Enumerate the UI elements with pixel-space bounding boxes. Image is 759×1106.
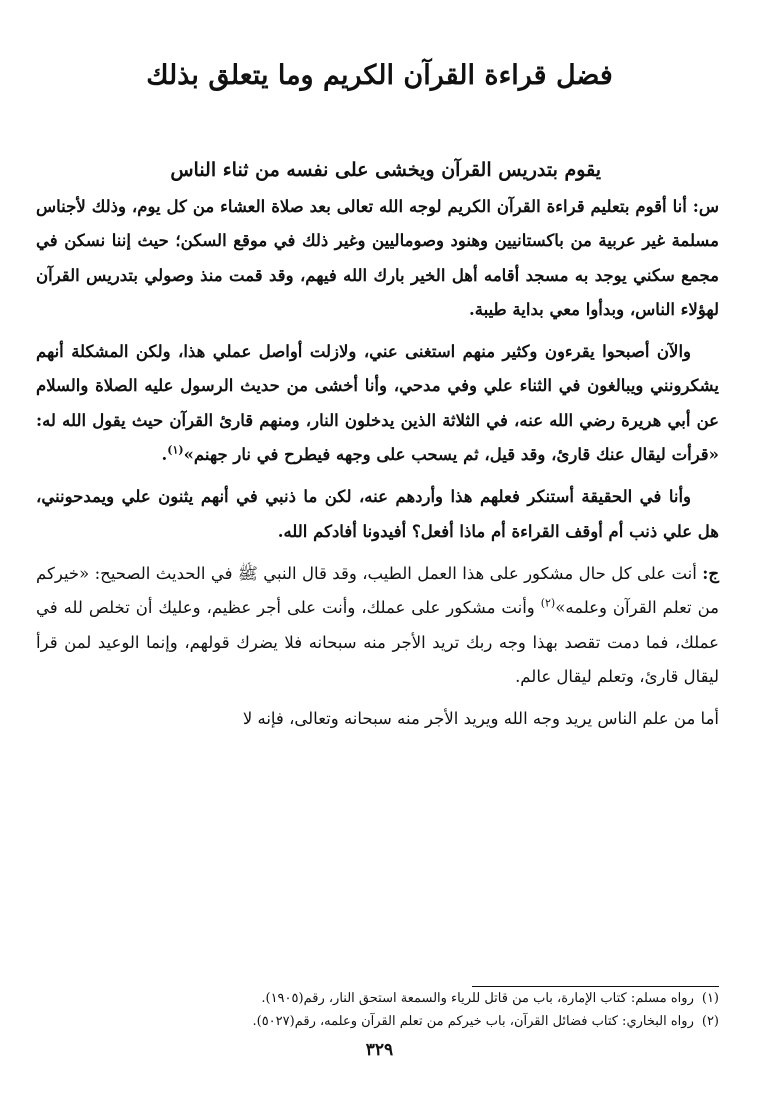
answer-text-1-cont: وأنت مشكور على عملك، وأنت على أجر عظيم، وعليك أن تخلص لله في عملك، فما دمت تقصد بهذا وجه ربك تريد الأجر منه سبحانه فلا يضرك قولهم، وإنما الوعيد لمن قرأ ليقال قارئ، وتعلم ليقال عالم. xyxy=(36,598,719,686)
answer-text-1: أنت على كل حال مشكور على هذا العمل الطيب، وقد قال النبي ﷺ في الحديث الصحيح: «خيركم من تعلم القرآن وعلمه» xyxy=(36,563,719,618)
page-number: ٣٢٩ xyxy=(365,1040,394,1060)
question-paragraph-2 xyxy=(36,335,719,472)
question-text-2-end: . xyxy=(161,445,168,465)
footnote-text: رواه مسلم: كتاب الإمارة، باب من قاتل للرياء والسمعة استحق النار، رقم(١٩٠٥). xyxy=(261,991,694,1006)
body-text xyxy=(36,190,719,744)
answer-paragraph-1 xyxy=(36,557,719,694)
question-heading: يقوم بتدريس القرآن ويخشى على نفسه من ثناء الناس xyxy=(170,159,601,181)
answer-label: ج: xyxy=(702,563,719,583)
footnote-1 xyxy=(40,987,719,1010)
question-text-2: والآن أصبحوا يقرءون وكثير منهم استغنى عني، ولازلت أواصل عملي هذا، ولكن المشكلة أنهم يشكرونني ويبالغون في الثناء علي وفي مدحي، وأنا أخشى من حديث الرسول عليه الصلاة والسلام عن أبي هريرة رضي الله عنه، في الثلاثة الذين يدخلون النار، ومنهم قارئ القرآن حيث يقول الله له: «قرأت ليقال عنك قارئ، وقد قيل، ثم يسحب على وجهه فيطرح في نار جهنم» xyxy=(36,342,719,465)
footnote-ref-1: (١) xyxy=(167,443,184,457)
footnote-number: (٢) xyxy=(701,1014,719,1029)
footnote-ref-2: (٢) xyxy=(540,596,556,610)
footnote-text: رواه البخاري: كتاب فضائل القرآن، باب خيركم من تعلم القرآن وعلمه، رقم(٥٠٢٧). xyxy=(252,1014,694,1029)
answer-paragraph-2 xyxy=(36,702,719,736)
footnote-number: (١) xyxy=(701,991,719,1006)
question-text-3: وأنا في الحقيقة أستنكر فعلهم هذا وأردهم عنه، لكن ما ذنبي في أنهم يثنون علي ويمدحونني، هل علي ذنب أم أوقف القراءة أم ماذا أفعل؟ أفيدونا أفادكم الله. xyxy=(36,487,719,541)
question-text-1: أنا أقوم بتعليم قراءة القرآن الكريم لوجه الله تعالى بعد صلاة العشاء من كل يوم، وذلك لأجناس مسلمة غير عربية من باكستانيين وهنود وصوماليين وغير ذلك في موقع السكن؛ حيث إننا نسكن في مجمع سكني يوجد به مسجد أقامه أهل الخير بارك الله فيهم، وقد قمت منذ وصولي بتدريس القرآن لهؤلاء الناس، وبدأوا معي بداية طيبة. xyxy=(36,197,719,319)
footnote-2 xyxy=(40,1010,719,1033)
answer-text-2: أما من علم الناس يريد وجه الله ويريد الأجر منه سبحانه وتعالى، فإنه لا xyxy=(242,709,719,729)
footnotes xyxy=(40,987,719,1033)
question-label: س: xyxy=(692,197,719,216)
chapter-title: فضل قراءة القرآن الكريم وما يتعلق بذلك xyxy=(146,60,613,91)
question-paragraph-3 xyxy=(36,480,719,549)
question-paragraph-1 xyxy=(36,190,719,327)
